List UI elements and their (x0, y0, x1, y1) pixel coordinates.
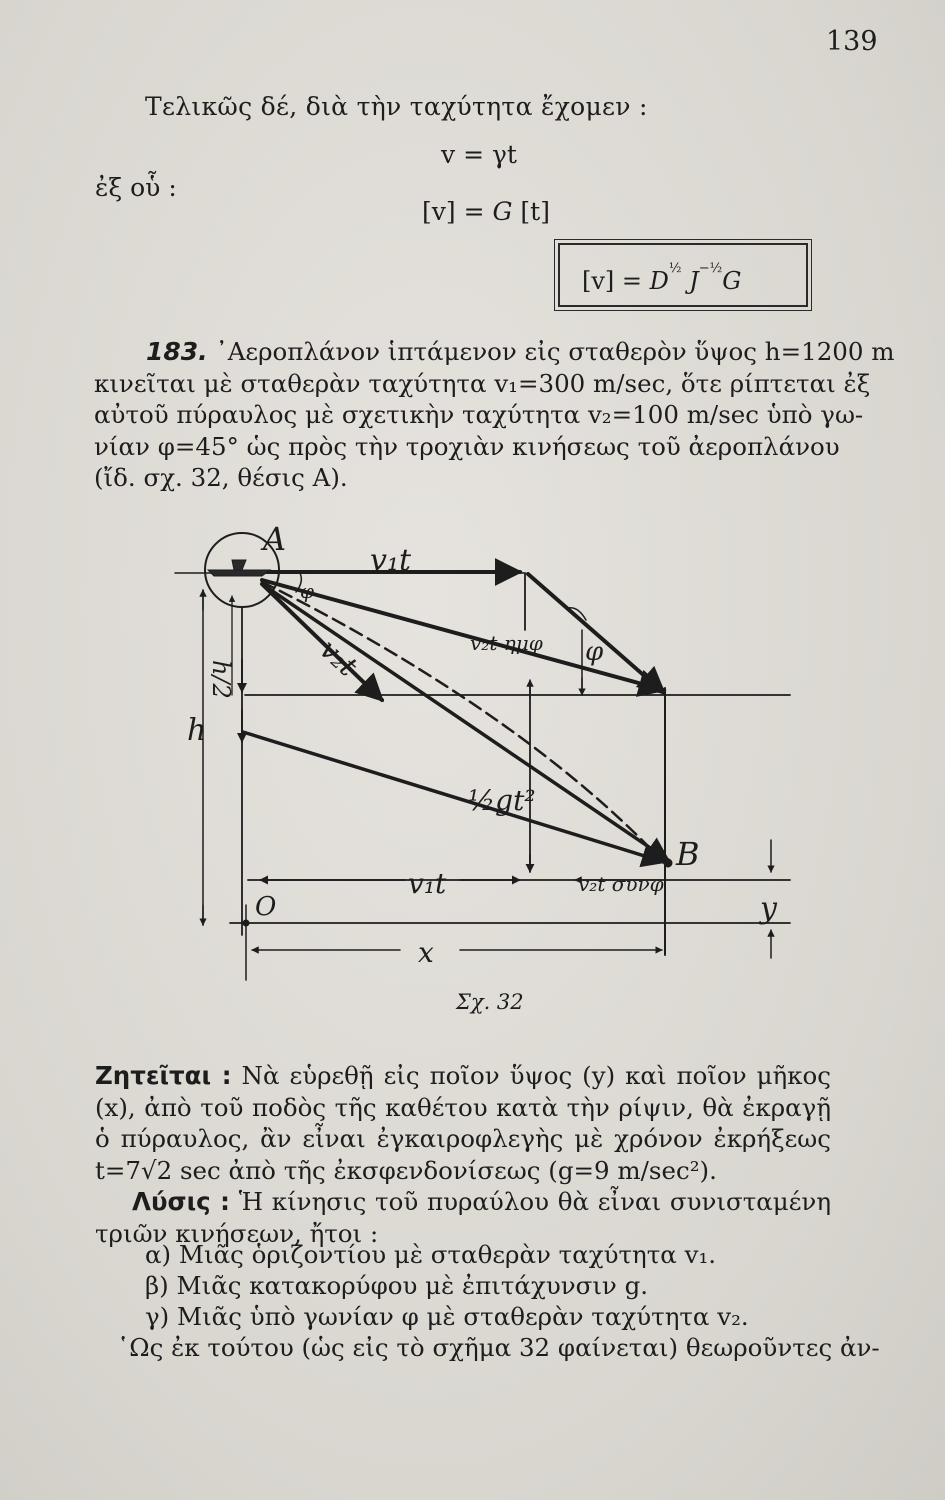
displacement-A-B (262, 584, 668, 860)
equation-v-gt: v = γt (441, 140, 517, 169)
closing-line: ῾Ως ἐκ τούτου (ὡς εἰς τὸ σχῆμα 32 φαίνεται) θεωροῦντες ἀν- (117, 1333, 880, 1362)
solution-line-1: Λύσις : Ἡ κίνησις τοῦ πυραύλου θὰ εἶναι συνισταμένη (132, 1187, 831, 1216)
question-line-2: (x), ἀπὸ τοῦ ποδὸς τῆς καθέτου κατὰ τὴν ρίψιν, θὰ ἐκραγῇ (95, 1092, 831, 1122)
question-line-1: Ζητεῖται : Νὰ εὑρεθῇ εἰς ποῖον ὕψος (y) καὶ ποῖον μῆκος (95, 1061, 832, 1090)
equation-dimension: [v] = G [t] (422, 197, 550, 226)
label-v2t-cos: v₂t συνφ (578, 872, 664, 896)
problem-line-2: κινεῖται μὲ σταθερὰν ταχύτητα v₁=300 m/sec, ὅτε ρίπτεται ἐξ (94, 368, 871, 398)
ex-ou-label: ἐξ οὗ : (95, 173, 177, 202)
question-line-3: ὁ πύραυλος, ἂν εἶναι ἐγκαιροφλεγὴς μὲ χρόνον ἐκρήξεως (95, 1124, 831, 1153)
problem-line-3: αὐτοῦ πύραυλος μὲ σχετικὴν ταχύτητα v₂=100 m/sec ὑπὸ γω- (94, 400, 864, 429)
label-phi-1: φ (300, 579, 315, 603)
label-O: O (255, 892, 277, 922)
question-line-4: t=7√2 sec ἀπὸ τῆς ἐκσφενδονίσεως (g=9 m/sec²). (95, 1155, 717, 1185)
point-B (664, 859, 672, 867)
label-A: A (263, 520, 287, 558)
v2t-vector (262, 584, 382, 700)
airplane-icon (208, 570, 270, 576)
problem-183 (94, 336, 895, 494)
list-item: γ) Μιᾶς ὑπὸ γωνίαν φ μὲ σταθερὰν ταχύτητα v₂. (145, 1302, 749, 1331)
label-v1t-top: v₁t (370, 543, 412, 578)
list-item: α) Μιᾶς ὁριζοντίου μὲ σταθερὰν ταχύτητα v₁. (145, 1240, 717, 1269)
list-item: β) Μιᾶς κατακορύφου μὲ ἐπιτάχυνσιν g. (145, 1271, 649, 1300)
point-O (243, 920, 249, 926)
gravity-vector (243, 732, 664, 862)
label-half-gt2: ½gt² (468, 784, 536, 817)
label-h: h (187, 713, 207, 748)
label-h-over-2: h/2 (207, 660, 235, 699)
intro-line: Τελικῶς δέ, διὰ τὴν ταχύτητα ἔχομεν : (145, 92, 648, 121)
solution-line-2: τριῶν κινήσεων, ἤτοι : (95, 1218, 379, 1248)
label-v2t-sin: v₂t ημφ (470, 631, 543, 655)
label-y: y (760, 891, 777, 926)
v2t-parallel-vector (528, 574, 664, 693)
label-B: B (676, 835, 700, 873)
label-v2t: v₂t (313, 632, 364, 683)
boxed-formula: $[v] = D^{\frac{1}{2}}$ $J^{-\frac{1}{2}}G$ (558, 243, 808, 307)
label-phi-2: φ (585, 637, 604, 667)
label-x: x (418, 936, 434, 969)
problem-line-4: νίαν φ=45° ὡς πρὸς τὴν τροχιὰν κινήσεως τοῦ ἀεροπλάνου (94, 431, 840, 461)
figure-caption: Σχ. 32 (456, 990, 524, 1014)
page-number: 139 (826, 26, 878, 57)
figure-32 (0, 510, 945, 990)
problem-line-5: (ἴδ. σχ. 32, θέσις A). (94, 463, 348, 492)
label-v1t-bottom: v₁t (408, 867, 447, 900)
question-block (95, 1060, 831, 1186)
resultant-vector (262, 580, 664, 690)
problem-line-1: 183. ᾿Αεροπλάνον ἱπτάμενον εἰς σταθερὸν ὕψος h=1200 m (146, 337, 895, 366)
